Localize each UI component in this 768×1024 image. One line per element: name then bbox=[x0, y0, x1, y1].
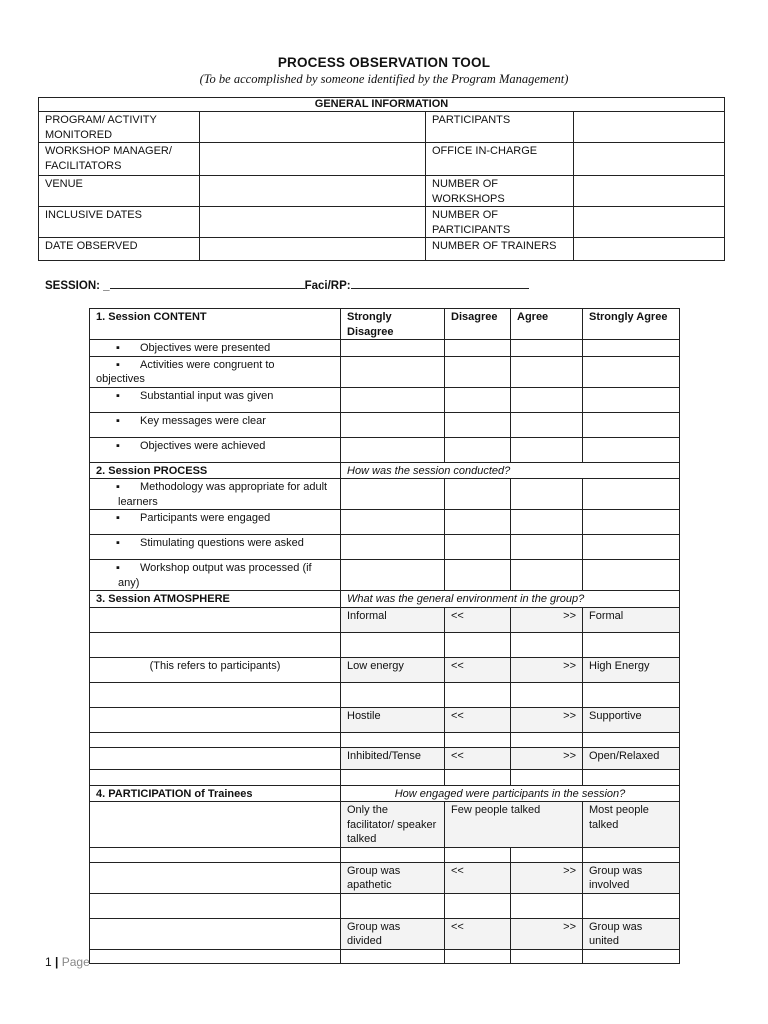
rating-cell[interactable] bbox=[583, 437, 680, 462]
item-text: Participants were engaged bbox=[140, 512, 271, 524]
rating-cell[interactable] bbox=[341, 732, 445, 747]
participation-low: Only the facilitator/ speaker talked bbox=[341, 802, 445, 848]
scale-left-arrow: << bbox=[445, 657, 511, 682]
rating-cell[interactable] bbox=[583, 356, 680, 387]
office-field[interactable] bbox=[574, 143, 725, 176]
rating-cell[interactable] bbox=[511, 560, 583, 591]
bullet-icon: ▪ bbox=[116, 389, 120, 402]
rating-cell[interactable] bbox=[445, 769, 511, 785]
blank-cell bbox=[90, 847, 341, 862]
document-subtitle: (To be accomplished by someone identified by the Program Management) bbox=[199, 72, 569, 86]
rating-cell[interactable] bbox=[583, 847, 680, 862]
list-item bbox=[90, 560, 341, 591]
rating-cell[interactable] bbox=[511, 949, 583, 963]
rating-cell[interactable] bbox=[511, 437, 583, 462]
blank-cell bbox=[90, 607, 341, 632]
participants-label: PARTICIPANTS bbox=[426, 112, 574, 143]
rating-cell[interactable] bbox=[341, 387, 445, 412]
rating-cell[interactable] bbox=[583, 893, 680, 918]
atmosphere-heading: 3. Session ATMOSPHERE bbox=[90, 591, 341, 608]
rating-cell[interactable] bbox=[583, 949, 680, 963]
participation-mid: Few people talked bbox=[445, 802, 583, 848]
num-participants-label: NUMBER OF PARTICIPANTS bbox=[426, 207, 574, 238]
num-workshops-label: NUMBER OF WORKSHOPS bbox=[426, 176, 574, 207]
atmosphere-note: (This refers to participants) bbox=[90, 657, 341, 682]
page-separator: | bbox=[55, 955, 59, 969]
rating-cell[interactable] bbox=[583, 769, 680, 785]
scale-left-arrow: << bbox=[445, 607, 511, 632]
rating-cell[interactable] bbox=[445, 893, 511, 918]
participation-heading: 4. PARTICIPATION of Trainees bbox=[90, 785, 341, 802]
col-agree: Agree bbox=[511, 309, 583, 340]
rating-cell[interactable] bbox=[341, 560, 445, 591]
process-heading: 2. Session PROCESS bbox=[90, 462, 341, 479]
rating-cell[interactable] bbox=[511, 682, 583, 707]
rating-cell[interactable] bbox=[341, 356, 445, 387]
participation-high: Group was involved bbox=[583, 862, 680, 893]
rating-cell[interactable] bbox=[445, 387, 511, 412]
num-participants-field[interactable] bbox=[574, 207, 725, 238]
rating-cell[interactable] bbox=[511, 632, 583, 657]
rating-cell[interactable] bbox=[341, 510, 445, 535]
rating-cell[interactable] bbox=[511, 893, 583, 918]
page-label: Page bbox=[61, 955, 90, 969]
session-label: SESSION: _ bbox=[45, 280, 110, 292]
list-item bbox=[90, 412, 341, 437]
participants-field[interactable] bbox=[574, 112, 725, 143]
general-info-table bbox=[38, 97, 725, 261]
process-question: How was the session conducted? bbox=[341, 462, 680, 479]
item-text: Activities were congruent to bbox=[140, 358, 275, 371]
participation-high: Most people talked bbox=[583, 802, 680, 848]
scale-low: Low energy bbox=[341, 657, 445, 682]
scale-low: Hostile bbox=[341, 707, 445, 732]
blank-cell bbox=[90, 682, 341, 707]
item-text: objectives bbox=[96, 373, 145, 385]
workshop-manager-label: WORKSHOP MANAGER/ FACILITATORS bbox=[39, 143, 200, 176]
rating-cell[interactable] bbox=[341, 479, 445, 510]
rating-cell[interactable] bbox=[583, 479, 680, 510]
bullet-icon: ▪ bbox=[116, 537, 120, 549]
bullet-icon: ▪ bbox=[116, 439, 120, 452]
rating-cell[interactable] bbox=[445, 632, 511, 657]
rating-cell[interactable] bbox=[511, 356, 583, 387]
list-item bbox=[90, 479, 341, 510]
item-text: Key messages were clear bbox=[140, 414, 266, 427]
num-trainers-field[interactable] bbox=[574, 238, 725, 261]
item-text: Substantial input was given bbox=[140, 389, 274, 402]
blank-cell bbox=[90, 802, 341, 848]
rating-cell[interactable] bbox=[445, 732, 511, 747]
scale-high: Formal bbox=[583, 607, 680, 632]
bullet-icon: ▪ bbox=[116, 414, 120, 427]
col-strongly-disagree: Strongly Disagree bbox=[341, 309, 445, 340]
bullet-icon: ▪ bbox=[116, 562, 120, 574]
venue-field[interactable] bbox=[200, 176, 426, 207]
item-text: Workshop output was processed (if any) bbox=[118, 562, 312, 589]
col-disagree: Disagree bbox=[445, 309, 511, 340]
scale-low: Informal bbox=[341, 607, 445, 632]
rating-cell[interactable] bbox=[445, 356, 511, 387]
scale-left-arrow: << bbox=[445, 707, 511, 732]
rating-cell[interactable] bbox=[511, 387, 583, 412]
bullet-icon: ▪ bbox=[116, 481, 120, 493]
blank-cell bbox=[90, 769, 341, 785]
rating-cell[interactable] bbox=[341, 412, 445, 437]
num-trainers-label: NUMBER OF TRAINERS bbox=[426, 238, 574, 261]
rating-cell[interactable] bbox=[511, 847, 583, 862]
rating-cell[interactable] bbox=[583, 535, 680, 560]
list-item bbox=[90, 387, 341, 412]
rating-cell[interactable] bbox=[341, 847, 445, 862]
rating-cell[interactable] bbox=[511, 510, 583, 535]
item-text: Objectives were presented bbox=[140, 342, 271, 354]
rating-cell[interactable] bbox=[445, 340, 511, 357]
participation-high: Group was united bbox=[583, 918, 680, 949]
date-observed-label: DATE OBSERVED bbox=[39, 238, 200, 261]
rating-cell[interactable] bbox=[583, 412, 680, 437]
bullet-icon: ▪ bbox=[116, 358, 120, 371]
rating-cell[interactable] bbox=[583, 560, 680, 591]
rating-cell[interactable] bbox=[445, 949, 511, 963]
rating-cell[interactable] bbox=[341, 437, 445, 462]
dates-field[interactable] bbox=[200, 207, 426, 238]
page-number: 1 bbox=[45, 955, 52, 969]
rating-cell[interactable] bbox=[511, 535, 583, 560]
session-blank[interactable] bbox=[110, 277, 305, 289]
rating-cell[interactable] bbox=[445, 847, 511, 862]
scale-left-arrow: << bbox=[445, 862, 511, 893]
scale-low: Inhibited/Tense bbox=[341, 747, 445, 769]
scale-right-arrow: >> bbox=[511, 707, 583, 732]
col-strongly-agree: Strongly Agree bbox=[583, 309, 680, 340]
item-text: Objectives were achieved bbox=[140, 439, 266, 452]
rating-cell[interactable] bbox=[583, 387, 680, 412]
blank-cell bbox=[90, 707, 341, 732]
rating-cell[interactable] bbox=[511, 479, 583, 510]
list-item bbox=[90, 510, 341, 535]
list-item bbox=[90, 356, 341, 387]
list-item bbox=[90, 340, 341, 357]
venue-label: VENUE bbox=[39, 176, 200, 207]
rating-cell[interactable] bbox=[341, 769, 445, 785]
rating-cell[interactable] bbox=[583, 632, 680, 657]
document-title: PROCESS OBSERVATION TOOL bbox=[277, 55, 491, 70]
scale-right-arrow: >> bbox=[511, 657, 583, 682]
scale-right-arrow: >> bbox=[511, 918, 583, 949]
scale-high: Supportive bbox=[583, 707, 680, 732]
general-info-heading: GENERAL INFORMATION bbox=[39, 98, 725, 112]
blank-cell bbox=[90, 862, 341, 893]
scale-right-arrow: >> bbox=[511, 862, 583, 893]
rating-cell[interactable] bbox=[341, 632, 445, 657]
rating-cell[interactable] bbox=[445, 510, 511, 535]
rating-cell[interactable] bbox=[583, 510, 680, 535]
num-workshops-field[interactable] bbox=[574, 176, 725, 207]
blank-cell bbox=[90, 893, 341, 918]
item-text: Stimulating questions were asked bbox=[140, 537, 304, 549]
rating-cell[interactable] bbox=[583, 732, 680, 747]
list-item bbox=[90, 437, 341, 462]
rating-cell[interactable] bbox=[511, 732, 583, 747]
item-text: Methodology was appropriate for adult learners bbox=[118, 481, 328, 508]
date-observed-field[interactable] bbox=[200, 238, 426, 261]
rating-cell[interactable] bbox=[445, 682, 511, 707]
bullet-icon: ▪ bbox=[116, 342, 120, 354]
blank-cell bbox=[90, 632, 341, 657]
participation-low: Group was divided bbox=[341, 918, 445, 949]
rating-cell[interactable] bbox=[445, 479, 511, 510]
atmosphere-question: What was the general environment in the group? bbox=[341, 591, 680, 608]
blank-cell bbox=[90, 949, 341, 963]
rating-cell[interactable] bbox=[445, 560, 511, 591]
program-field[interactable] bbox=[200, 112, 426, 143]
rating-cell[interactable] bbox=[341, 893, 445, 918]
rating-cell[interactable] bbox=[583, 340, 680, 357]
content-heading: 1. Session CONTENT bbox=[90, 309, 341, 340]
program-label: PROGRAM/ ACTIVITY MONITORED bbox=[39, 112, 200, 143]
faci-label: Faci/RP: bbox=[304, 280, 351, 292]
rating-cell[interactable] bbox=[445, 412, 511, 437]
participation-low: Group was apathetic bbox=[341, 862, 445, 893]
participation-question: How engaged were participants in the session? bbox=[341, 785, 680, 802]
list-item bbox=[90, 535, 341, 560]
workshop-manager-field[interactable] bbox=[200, 143, 426, 176]
rating-cell[interactable] bbox=[445, 535, 511, 560]
rating-cell[interactable] bbox=[511, 769, 583, 785]
blank-cell bbox=[90, 747, 341, 769]
rating-cell[interactable] bbox=[341, 682, 445, 707]
rating-cell[interactable] bbox=[341, 949, 445, 963]
scale-left-arrow: << bbox=[445, 747, 511, 769]
scale-high: Open/Relaxed bbox=[583, 747, 680, 769]
bullet-icon: ▪ bbox=[116, 512, 120, 524]
observation-table bbox=[89, 308, 680, 964]
scale-right-arrow: >> bbox=[511, 747, 583, 769]
scale-left-arrow: << bbox=[445, 918, 511, 949]
rating-cell[interactable] bbox=[583, 682, 680, 707]
scale-right-arrow: >> bbox=[511, 607, 583, 632]
dates-label: INCLUSIVE DATES bbox=[39, 207, 200, 238]
office-label: OFFICE IN-CHARGE bbox=[426, 143, 574, 176]
rating-cell[interactable] bbox=[511, 340, 583, 357]
faci-blank[interactable] bbox=[351, 277, 529, 289]
rating-cell[interactable] bbox=[445, 437, 511, 462]
rating-cell[interactable] bbox=[511, 412, 583, 437]
rating-cell[interactable] bbox=[341, 340, 445, 357]
scale-high: High Energy bbox=[583, 657, 680, 682]
page-footer bbox=[45, 955, 90, 969]
blank-cell bbox=[90, 732, 341, 747]
session-line bbox=[45, 277, 529, 292]
rating-cell[interactable] bbox=[341, 535, 445, 560]
blank-cell bbox=[90, 918, 341, 949]
